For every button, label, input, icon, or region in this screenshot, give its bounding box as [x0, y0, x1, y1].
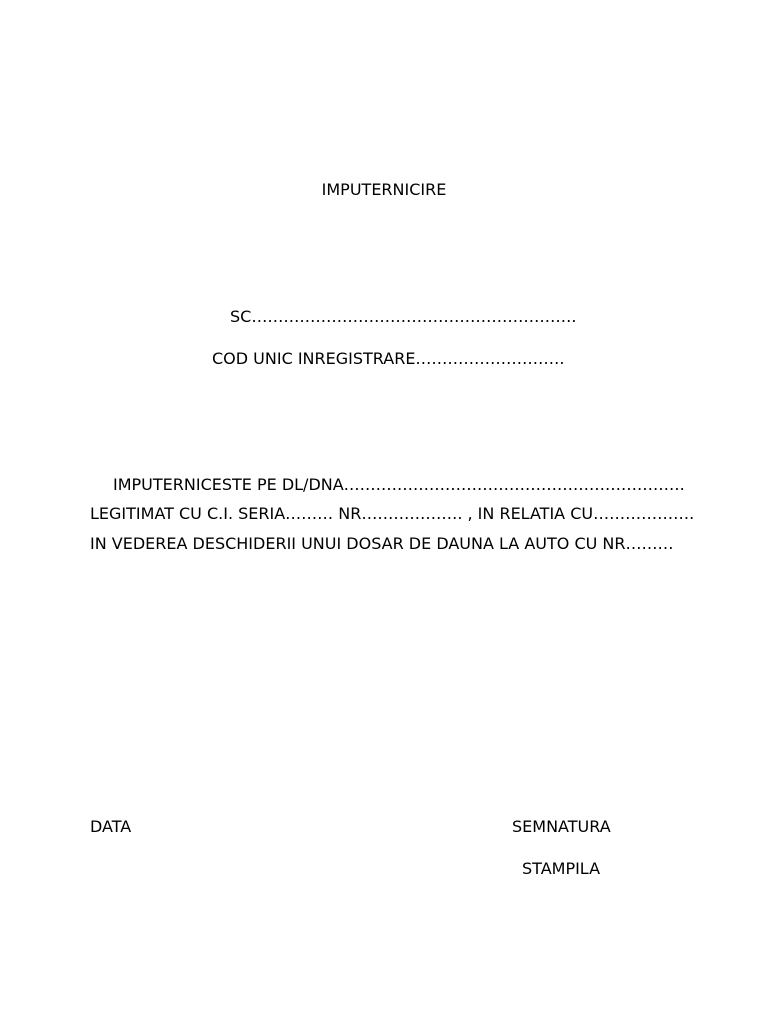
registration-code-line: COD UNIC INREGISTRARE………………………. [212, 349, 565, 368]
authorization-line-1: IMPUTERNICESTE PE DL/DNA………………………………………………………. [113, 475, 685, 494]
stamp-label: STAMPILA [522, 859, 601, 878]
company-name-line: SC……………………………………………………. [230, 307, 577, 326]
authorization-line-2: LEGITIMAT CU C.I. SERIA……… NR………………. , IN RELATIA CU………………. [90, 504, 695, 523]
document-title: IMPUTERNICIRE [321, 180, 447, 199]
signature-label: SEMNATURA [512, 817, 611, 836]
date-label: DATA [90, 817, 132, 836]
authorization-line-3: IN VEDEREA DESCHIDERII UNUI DOSAR DE DAUNA LA AUTO CU NR……… [90, 534, 674, 553]
